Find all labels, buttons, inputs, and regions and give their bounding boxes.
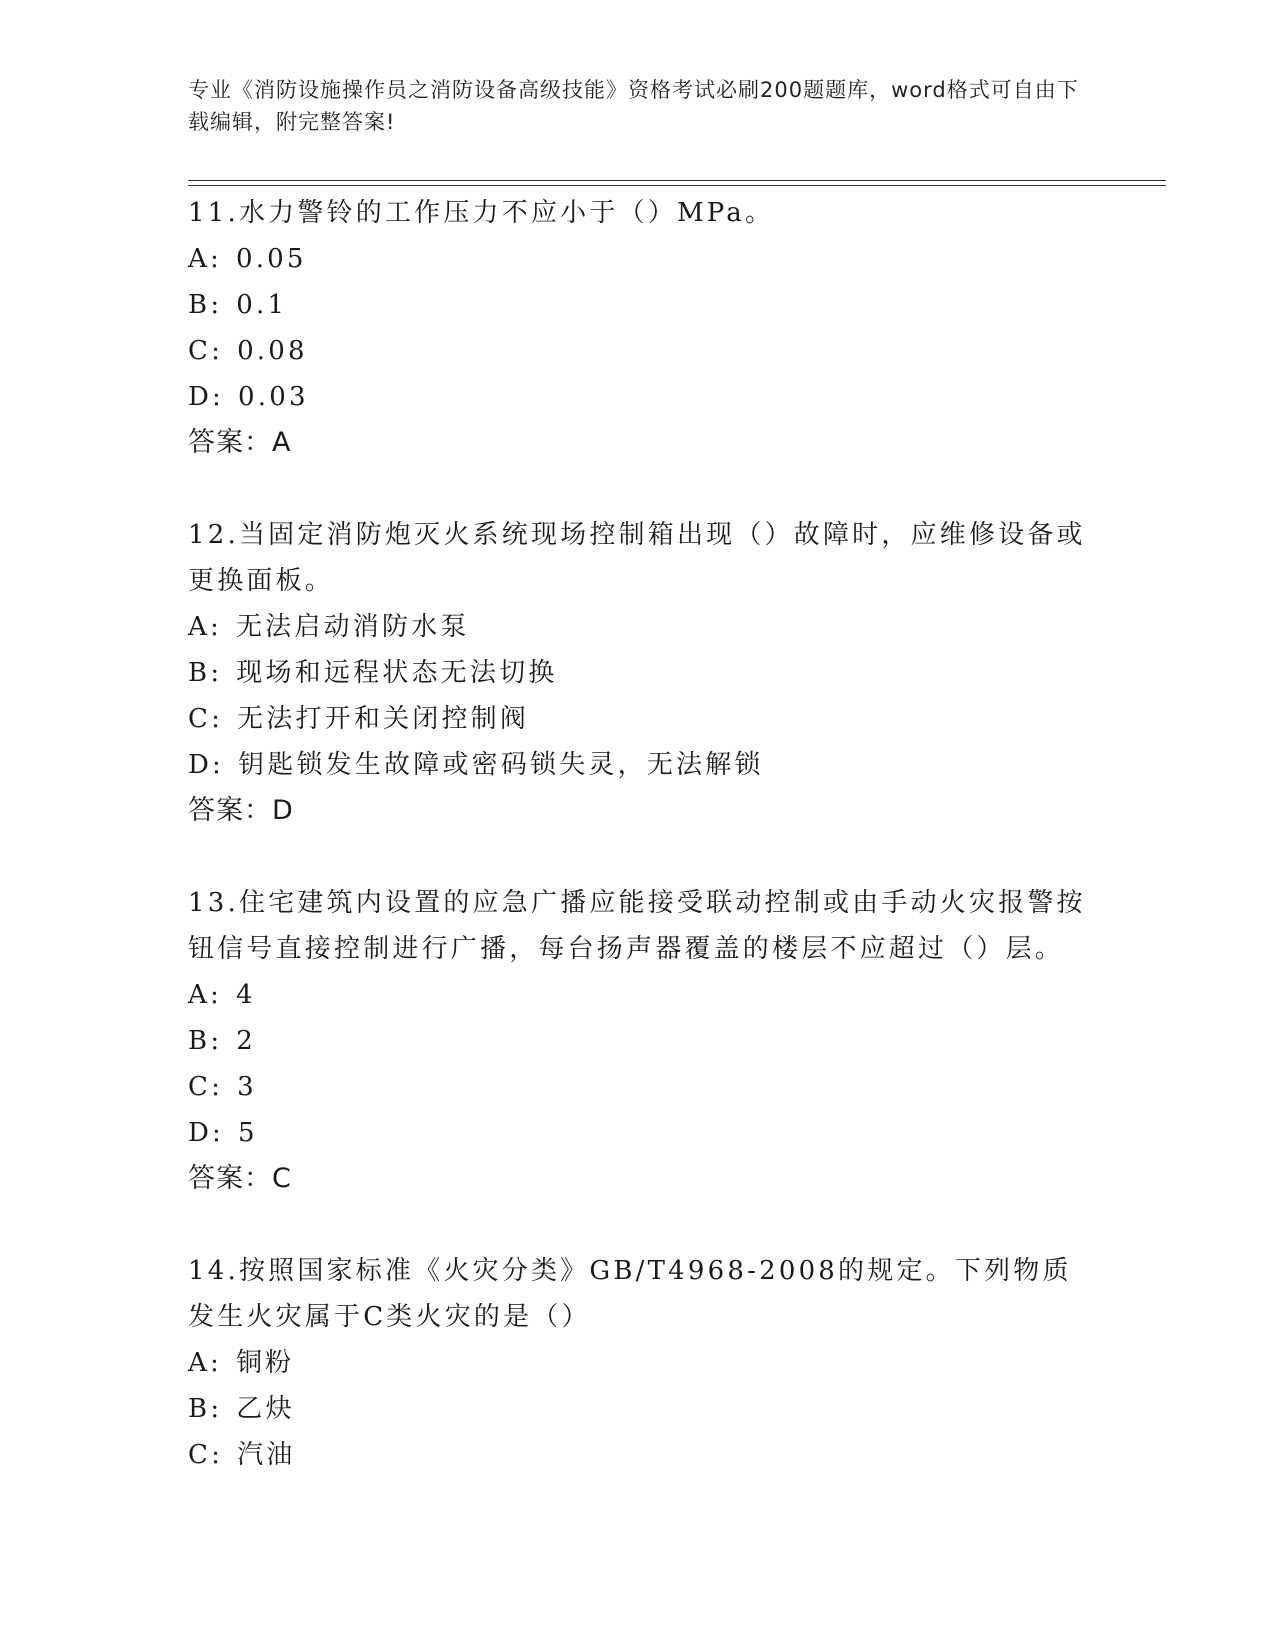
option-letter: D (188, 1118, 213, 1148)
option-text: 3 (237, 1072, 257, 1102)
option-letter: C (188, 1072, 212, 1102)
option-a: A : 无法启动消防水泵 (188, 604, 1088, 650)
option-letter: A (188, 980, 210, 1010)
option-c: C : 0.08 (188, 328, 1088, 374)
option-text: 0.1 (236, 290, 288, 320)
option-letter: B (188, 658, 211, 688)
question-stem: 14.按照国家标准《火灾分类》GB/T4968-2008的规定。下列物质发生火灾属于C类火灾的是（） (188, 1256, 1072, 1332)
option-b: B : 0.1 (188, 282, 1088, 328)
option-a: A : 4 (188, 972, 1088, 1018)
option-d: D : 5 (188, 1110, 1088, 1156)
answer-line: 答案：C (188, 1163, 292, 1194)
option-letter: B (188, 290, 211, 320)
question-list (188, 190, 1088, 1478)
option-letter: A (188, 244, 210, 274)
header-divider-bottom (188, 185, 1166, 186)
question-stem: 11.水力警铃的工作压力不应小于（）MPa。 (188, 198, 775, 228)
option-c: C : 无法打开和关闭控制阀 (188, 696, 1088, 742)
option-text: 2 (236, 1026, 257, 1056)
option-text: 现场和远程状态无法切换 (236, 658, 558, 688)
option-letter: D (188, 750, 213, 780)
option-d: D : 钥匙锁发生故障或密码锁失灵，无法解锁 (188, 742, 1088, 788)
question-stem: 13.住宅建筑内设置的应急广播应能接受联动控制或由手动火灾报警按钮信号直接控制进行广播，每台扬声器覆盖的楼层不应超过（）层。 (188, 888, 1086, 964)
header-divider-top (188, 180, 1166, 181)
option-text: 4 (235, 980, 256, 1010)
option-letter: B (188, 1026, 211, 1056)
question-11 (188, 190, 1088, 466)
question-12 (188, 512, 1088, 834)
question-stem: 12.当固定消防炮灭火系统现场控制箱出现（）故障时，应维修设备或更换面板。 (188, 520, 1086, 596)
option-text: 5 (238, 1118, 258, 1148)
option-d: D : 0.03 (188, 374, 1088, 420)
option-text: 铜粉 (235, 1348, 295, 1378)
option-letter: C (188, 1440, 212, 1470)
option-b: B : 2 (188, 1018, 1088, 1064)
option-text: 钥匙锁发生故障或密码锁失灵，无法解锁 (238, 750, 764, 780)
option-text: 无法打开和关闭控制阀 (237, 704, 530, 734)
option-a: A : 0.05 (188, 236, 1088, 282)
option-text: 乙炔 (236, 1394, 295, 1424)
document-header: 专业《消防设施操作员之消防设备高级技能》资格考试必刷200题题库，word格式可自由下载编辑，附完整答案! (188, 78, 1079, 134)
question-13 (188, 880, 1088, 1202)
option-c: C : 3 (188, 1064, 1088, 1110)
option-letter: A (188, 612, 210, 642)
answer-line: 答案：D (188, 795, 294, 826)
question-14 (188, 1248, 1088, 1478)
option-text: 0.08 (237, 336, 308, 366)
option-letter: D (188, 382, 213, 412)
option-letter: C (188, 704, 212, 734)
option-text: 0.05 (235, 244, 307, 274)
option-text: 0.03 (238, 382, 309, 412)
option-c: C : 汽油 (188, 1432, 1088, 1478)
option-a: A : 铜粉 (188, 1340, 1088, 1386)
option-letter: A (188, 1348, 210, 1378)
option-letter: B (188, 1394, 211, 1424)
option-letter: C (188, 336, 212, 366)
option-text: 无法启动消防水泵 (235, 612, 470, 642)
option-b: B : 现场和远程状态无法切换 (188, 650, 1088, 696)
option-text: 汽油 (237, 1440, 296, 1470)
option-b: B : 乙炔 (188, 1386, 1088, 1432)
answer-line: 答案：A (188, 427, 292, 458)
